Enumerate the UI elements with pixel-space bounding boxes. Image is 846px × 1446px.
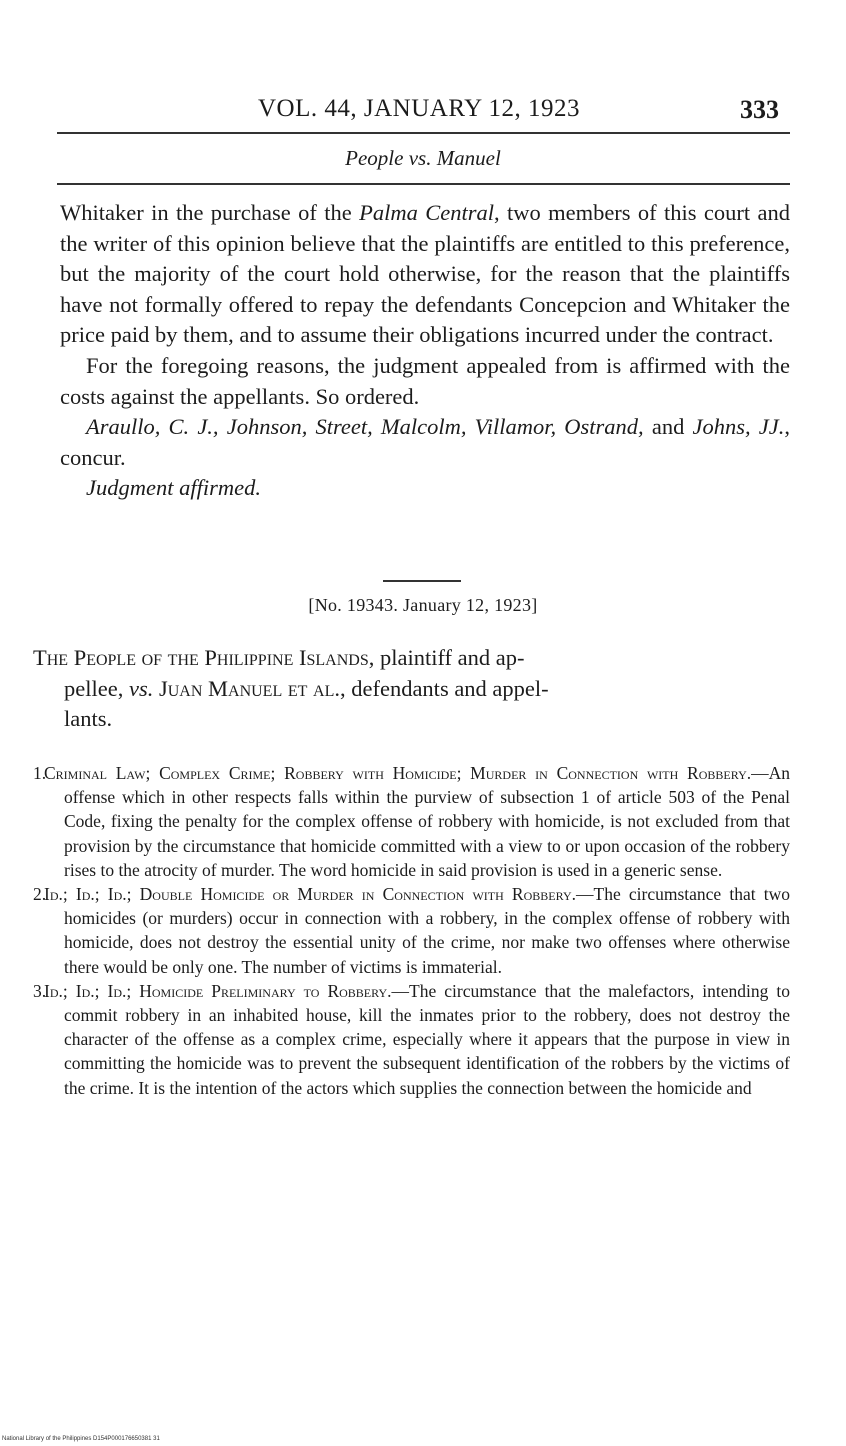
syllabus-text: —The circumstance that the malefactors, intending to commit robbery in an inhabited house, kill the inmates prior to the robbery, does not destroy the character of the offense as a complex crime, especially where it appears that the purpose in view in committing the homicide was to prevent the subsequent identification of the robbers by the victims of the crime. It is the intention of the actors which supplies the connection between the homicide and: [64, 980, 790, 1098]
case-title-line: The People of the Philippine Islands, plaintiff and ap-: [33, 645, 525, 670]
syllabus-heading: Id.; Id.; Id.; Double Homicide or Murder in Connection with Robbery.: [44, 884, 576, 905]
syllabus-text: —The circumstance that two homicides (or murders) occur in connection with a robbery, in the complex offense of robbery with homicide, does not destroy the essential unity of the crime, nor make two offenses where otherwise there would be only one. The number of victims is immaterial.: [64, 884, 790, 977]
volume-header: VOL. 44, JANUARY 12, 1923: [258, 95, 580, 122]
scan-footer: National Library of the Philippines D154P000176650381 31: [2, 1436, 160, 1442]
syllabus-number: 1.: [33, 763, 47, 783]
syllabus-item: [33, 882, 790, 979]
syllabus-heading: Id.; Id.; Id.; Homicide Preliminary to Robbery.: [44, 980, 392, 1001]
paragraph-continuation: Whitaker in the purchase of the Palma Central, two members of this court and the writer of this opinion believe that the plaintiffs are entitled to this preference, but the majority of the court hold otherwise, for the reason that the plaintiffs have not formally offered to repay the defendants Concepcion and Whitaker the price paid by them, and to assume their obligations incurred under the contract.: [60, 200, 790, 348]
opinion-body: [60, 198, 790, 504]
syllabus-number: 2.: [33, 884, 47, 905]
case-title-line: pellee, vs. Juan Manuel et al., defendants and appel-: [64, 675, 549, 701]
paragraph-concurrence: Araullo, C. J., Johnson, Street, Malcolm, Villamor, Ostrand, and Johns, JJ., concur.: [60, 414, 790, 470]
italic-term: Palma Central: [359, 200, 494, 225]
paragraph-disposition: For the foregoing reasons, the judgment appealed from is affirmed with the costs against the appellants. So ordered.: [60, 352, 790, 409]
page-number: 333: [740, 95, 779, 124]
syllabus-item: [33, 761, 790, 882]
syllabus: [33, 761, 790, 1100]
case-title-line: lants.: [64, 706, 113, 731]
case-number: [No. 19343. January 12, 1923]: [308, 595, 538, 615]
case-title: [33, 643, 790, 735]
running-head: People vs. Manuel: [345, 146, 501, 170]
paragraph-judgment: Judgment affirmed.: [86, 475, 261, 501]
syllabus-number: 3.: [33, 980, 47, 1001]
syllabus-text: —An offense which in other respects falls within the purview of subsection 1 of article 503 of the Penal Code, fixing the penalty for the complex offense of robbery with homicide, is not excluded from that provision by the circumstance that homicide committed with a view to or upon occasion of the robbery rises to the atrocity of murder. The word homicide in said provision is used in a generic sense.: [64, 763, 790, 880]
syllabus-heading: Criminal Law; Complex Crime; Robbery with Homicide; Murder in Connection with Robbery.: [44, 763, 752, 783]
header-rule-bottom: [57, 183, 790, 185]
header-rule-top: [57, 132, 790, 134]
syllabus-item: [33, 979, 790, 1100]
section-separator: [383, 580, 461, 582]
